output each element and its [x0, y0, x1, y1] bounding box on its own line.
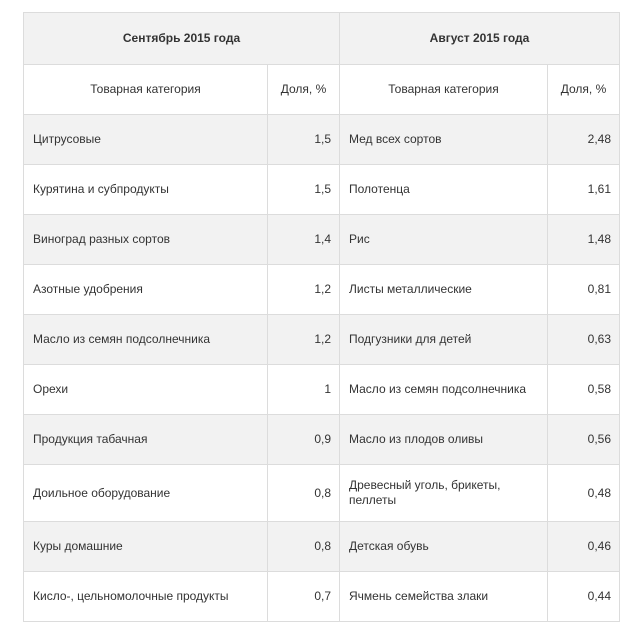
- share-august-cell: 0,48: [548, 465, 620, 522]
- category-september-cell: Кисло-, цельномолочные продукты: [24, 572, 268, 622]
- period-header-row: [24, 13, 620, 65]
- category-september-cell: Цитрусовые: [24, 115, 268, 165]
- share-september-cell: 1,2: [268, 315, 340, 365]
- column-header-category-august: Товарная категория: [340, 65, 548, 115]
- share-september-cell: 1: [268, 365, 340, 415]
- category-august-cell: Полотенца: [340, 165, 548, 215]
- share-august-cell: 0,46: [548, 522, 620, 572]
- category-august-cell: Масло из плодов оливы: [340, 415, 548, 465]
- share-august-cell: 0,63: [548, 315, 620, 365]
- category-september-cell: Орехи: [24, 365, 268, 415]
- share-september-cell: 1,4: [268, 215, 340, 265]
- table-row: [24, 165, 620, 215]
- table-row: [24, 415, 620, 465]
- category-september-cell: Доильное оборудование: [24, 465, 268, 522]
- table-row: [24, 315, 620, 365]
- category-august-cell: Масло из семян подсолнечника: [340, 365, 548, 415]
- table-row: [24, 365, 620, 415]
- category-august-cell: Детская обувь: [340, 522, 548, 572]
- share-august-cell: 1,48: [548, 215, 620, 265]
- category-september-cell: Азотные удобрения: [24, 265, 268, 315]
- column-header-row: [24, 65, 620, 115]
- share-september-cell: 0,8: [268, 465, 340, 522]
- share-august-cell: 0,56: [548, 415, 620, 465]
- category-september-cell: Куры домашние: [24, 522, 268, 572]
- share-september-cell: 0,7: [268, 572, 340, 622]
- share-august-cell: 0,44: [548, 572, 620, 622]
- category-september-cell: Виноград разных сортов: [24, 215, 268, 265]
- share-august-cell: 0,81: [548, 265, 620, 315]
- share-august-cell: 0,58: [548, 365, 620, 415]
- table-row: [24, 115, 620, 165]
- share-september-cell: 1,2: [268, 265, 340, 315]
- category-september-cell: Масло из семян подсолнечника: [24, 315, 268, 365]
- category-august-cell: Подгузники для детей: [340, 315, 548, 365]
- category-august-cell: Рис: [340, 215, 548, 265]
- category-august-cell: Ячмень семейства злаки: [340, 572, 548, 622]
- share-august-cell: 2,48: [548, 115, 620, 165]
- period-header-august: Август 2015 года: [340, 13, 620, 65]
- import-share-table-container: [23, 12, 620, 622]
- table-body: [24, 115, 620, 622]
- column-header-share-september: Доля, %: [268, 65, 340, 115]
- share-september-cell: 1,5: [268, 165, 340, 215]
- table-row: [24, 265, 620, 315]
- column-header-category-september: Товарная категория: [24, 65, 268, 115]
- period-header-september: Сентябрь 2015 года: [24, 13, 340, 65]
- import-share-table: [23, 12, 620, 622]
- share-september-cell: 0,8: [268, 522, 340, 572]
- category-august-cell: Мед всех сортов: [340, 115, 548, 165]
- column-header-share-august: Доля, %: [548, 65, 620, 115]
- share-september-cell: 0,9: [268, 415, 340, 465]
- table-row: [24, 465, 620, 522]
- table-row: [24, 215, 620, 265]
- table-row: [24, 572, 620, 622]
- category-september-cell: Курятина и субпродукты: [24, 165, 268, 215]
- category-september-cell: Продукция табачная: [24, 415, 268, 465]
- category-august-cell: Листы металлические: [340, 265, 548, 315]
- table-row: [24, 522, 620, 572]
- share-september-cell: 1,5: [268, 115, 340, 165]
- category-august-cell: Древесный уголь, брикеты, пеллеты: [340, 465, 548, 522]
- share-august-cell: 1,61: [548, 165, 620, 215]
